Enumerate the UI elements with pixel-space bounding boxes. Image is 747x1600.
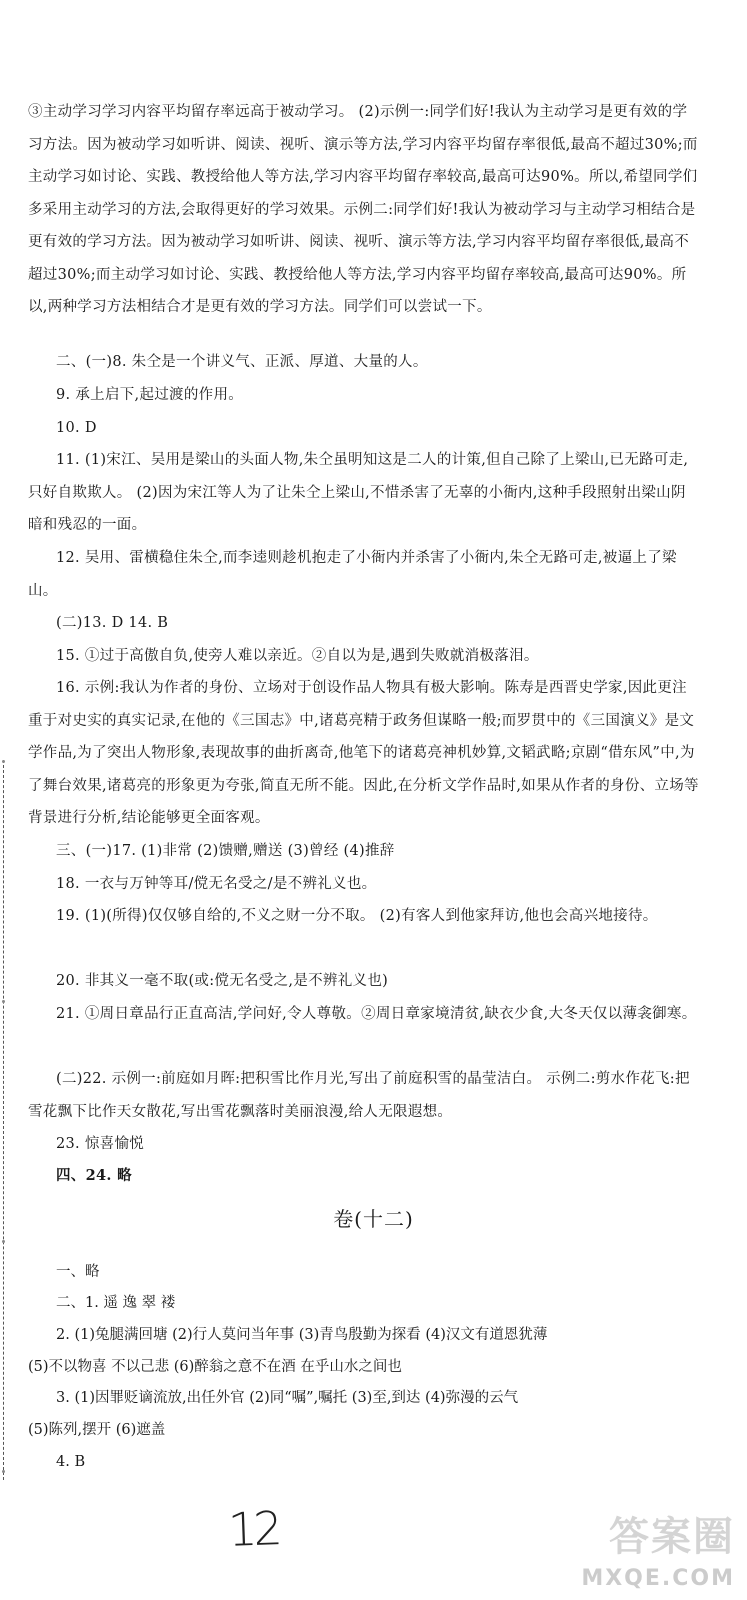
- binding-mark: [2, 1470, 5, 1473]
- section-title: 卷(十二): [333, 1207, 414, 1231]
- answer-paragraph: 9. 承上启下,起过渡的作用。: [56, 387, 244, 403]
- answer-paragraph: 11. (1)宋江、吴用是梁山的头面人物,朱仝虽明知这是二人的计策,但自己除了上梁山,已无路可走,只好自欺欺人。 (2)因为宋江等人为了让朱仝上梁山,不惜杀害了无辜的小衙内,这种手段照射出梁山阴暗和残忍的一面。: [28, 452, 689, 533]
- section-line: (5)不以物喜 不以己悲 (6)醉翁之意不在酒 在乎山水之间也: [28, 1359, 402, 1375]
- answer-paragraph: (二)13. D 14. B: [56, 615, 169, 631]
- watermark-logo: [555, 1505, 735, 1597]
- binding-mark: [2, 760, 5, 763]
- answer-paragraph: 16. 示例:我认为作者的身份、立场对于创设作品人物具有极大影响。陈寿是西晋史学家,因此更注重于对史实的真实记录,在他的《三国志》中,诸葛亮精于政务但谋略一般;而罗贯中的《三国演义》是文学作品,为了突出人物形象,表现故事的曲折离奇,他笔下的诸葛亮神机妙算,文韬武略;京剧“借东风”中,为了舞台效果,诸葛亮的形象更为夸张,简直无所不能。因此,在分析文学作品时,如果从作者的身份、立场等背景进行分析,结论能够更全面客观。: [28, 680, 699, 826]
- answer-paragraph: (二)22. 示例一:前庭如月晖:把积雪比作月光,写出了前庭积雪的晶莹洁白。 示例二:剪水作花飞:把雪花飘下比作天女散花,写出雪花飘落时美丽浪漫,给人无限遐想。: [28, 1071, 690, 1120]
- answer-paragraph: 10. D: [56, 420, 97, 436]
- answer-paragraph: ③主动学习学习内容平均留存率远高于被动学习。 (2)示例一:同学们好!我认为主动学习是更有效的学习方法。因为被动学习如听讲、阅读、视听、演示等方法,学习内容平均留存率很低,最高不超过30%;而主动学习如讨论、实践、教授给他人等方法,学习内容平均留存率较高,最高可达90%。所以,希望同学们多采用主动学习的方法,会取得更好的学习效果。示例二:同学们好!我认为被动学习与主动学习相结合是更有效的学习方法。因为被动学习如听讲、阅读、视听、演示等方法,学习内容平均留存率很低,最高不超过30%;而主动学习如讨论、实践、教授给他人等方法,学习内容平均留存率较高,最高可达90%。所以,两种学习方法相结合才是更有效的学习方法。同学们可以尝试一下。: [28, 104, 698, 315]
- answer-paragraph: 20. 非其义一毫不取(或:傥无名受之,是不辨礼义也): [56, 973, 389, 989]
- answer-paragraph: 四、24. 略: [56, 1167, 132, 1184]
- answer-paragraph: 12. 吴用、雷横稳住朱仝,而李逵则趁机抱走了小衙内并杀害了小衙内,朱仝无路可走,被逼上了梁山。: [28, 550, 677, 599]
- section-line: 3. (1)因罪贬谪流放,出任外官 (2)同“嘱”,嘱托 (3)至,到达 (4)弥漫的云气: [56, 1390, 519, 1406]
- answer-paragraph: 15. ①过于高傲自负,使旁人难以亲近。②自以为是,遇到失败就消极落泪。: [56, 648, 539, 664]
- section-line: (5)陈列,摆开 (6)遮盖: [28, 1422, 166, 1438]
- answer-paragraph: 二、(一)8. 朱仝是一个讲义气、正派、厚道、大量的人。: [56, 354, 428, 370]
- section-line: 2. (1)兔腿满回塘 (2)行人莫问当年事 (3)青鸟殷勤为探看 (4)汉文有道恩犹薄: [56, 1327, 548, 1343]
- handwritten-page-number: 12: [227, 1501, 280, 1557]
- answer-paragraph: 18. 一衣与万钟等耳/傥无名受之/是不辨礼义也。: [56, 876, 377, 892]
- binding-margin-line: [3, 760, 5, 1480]
- answer-paragraph: 19. (1)(所得)仅仅够自给的,不义之财一分不取。 (2)有客人到他家拜访,他也会高兴地接待。: [56, 908, 658, 924]
- section-line: 4. B: [56, 1454, 86, 1470]
- watermark-bottom-text: MXQE.COM: [581, 1566, 735, 1591]
- section-line: 二、1. 遥 逸 翠 褛: [56, 1295, 176, 1311]
- section-line: 一、略: [56, 1264, 100, 1280]
- answer-paragraph: 23. 惊喜愉悦: [56, 1136, 145, 1152]
- watermark-top-text: 答案圈: [609, 1514, 735, 1560]
- binding-mark: [2, 1000, 5, 1003]
- answer-paragraph: 三、(一)17. (1)非常 (2)馈赠,赠送 (3)曾经 (4)推辞: [56, 843, 395, 859]
- binding-mark: [2, 1240, 5, 1243]
- answer-paragraph: 21. ①周日章品行正直高洁,学问好,令人尊敬。②周日章家境清贫,缺衣少食,大冬天仅以薄衾御寒。: [56, 1006, 697, 1022]
